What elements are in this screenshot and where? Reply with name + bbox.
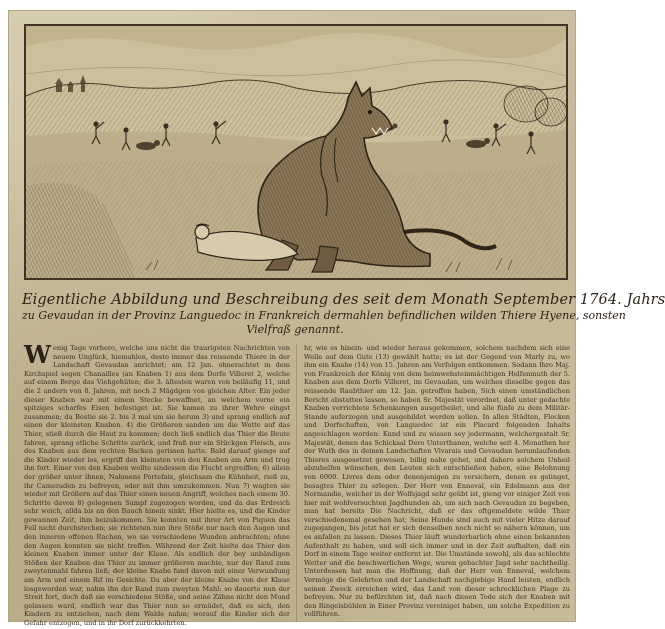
right-column-text: hr, wie es hinein- und wieder heraus gekommen, solchem nachdem sich eine Welle auf dem Gute (13) gewählt hatte; es ist der Gegend von Marly zu, wo ihm ein Knabe (14) von 15. Jahren am Verfolgen entkommen. Sodann Ihro Maj. von Frankreich der König von dem heimwehsteinmächtigen Helfenmuth der 5. Knaben aus dem Dorfe Villeret, im Gevaudan, um welches dieselbe gegen das reissende Raubthier am 12. Jan. getroffen haben, Sich einen umständlichen Bericht abstatten lassen, so haben Sr. Majestät verordnet, daß unter gedachte Knaben verrichtete Schenkungen ausgetheilet, und alle fünfe zu dem Militär-Stande auferzogen und ausgebildet werden sollen. In allen Städten, Flecken und Dorfschaften, von Languedoc ist ein Placard folgenden Inhalts angeschlagen worden: Kund und zu wissen sey jedermann, welchergestalt Sr. Majestät, denen das Schicksal Dero Unterthanen, welche seit 4. Monathen her der Wuth des in deinen Landschaften Vivarais und Gevaudan herumlaufenden Thieres ausgesetzet gewesen, billig nahe gehet, und dahero solchem Unheil abzuhelfen wünschen, den Leuten sich entschließen haben, eine Belohnung von 6000. Livres dem oder denenjenigen zu versichern, denen es gelinget, besagtes Thier zu erlegen. Der Herr von Enneval, ein Edelmann aus der Normandie, welcher in der Wolfsjagd sehr geübt ist, gieng vor einiger Zeit von hier mit wohlversuchten Jagdhunden ab, um sich nach Gevaudan zu begeben, man hat bereits Die Nachricht, daß er das oftgemeldete wilde Thier verschiedenemal gesehen hat; Seine Hunde sind auch mit vieler Hitze darauf zugegangen, bis jetzt hat er sich denselben noch nicht so nähern können, um es anfallen zu lassen. Dieses Thier läuft wunderbarlich ohne einen bekannten Aufenthalt zu haben, und soll sich immer und in der Zeit aufhalten, daß ein Dorf in einem Tage weiter entfernt ist. Die Umstände sowohl, als das schlechte Wetter und die beschwerlichen Wege, waren gebachter Jagd sehr nachtheilig. Unterdessen hat man die Hoffnung, daß der Herr von Enneval, welchem Vermöge die Gelehrten und der Landschaft nachgiebige Hand leisten, endlich seinen Zweck erreichen wird, das Land von dieser schrecklichen Plage zu befreyen. Nur zu befürchten ist, daß nach diesen Tode sich der Knaben mit den Ringelsbühlen in Einer Provinz vereiniget haben, um solche Expedition zu vollführen.: [304, 344, 570, 619]
broadsheet-page: [8, 10, 665, 627]
title-line-1: Eigentliche Abbildung und Beschreibung des seit dem Monath September 1764. Jahrs: [22, 292, 665, 308]
title-line-3: Vielfraß genannt.: [246, 323, 344, 336]
beast-engraving: [26, 26, 566, 278]
left-column-text: enig Tage vorhero, welche uns nicht die traurigsten Nachrichten von neuem Unglück, hiemahlen, desto immer das reissende Thiere in der Landschaft Gevaudan anrichtet; am 12 Jan. ohnerachtet in dem Kirchspiel sogen Chanailles (an Knaben 1) aus dem Dorfe Villeret 2, welche auf einem Berge das Viehgehüten; die 3. ältesten waren von beiläufig 11, und die 2 andern von 8. Jahren, mit noch 2 Mägdgen von gleichen Alter. Ein jeder dieser Knaben war mit einem Stecke bewaffnet, an welchem vorne ein spitziges scharfes Eisen befestiget ist. Sie kamen zu ihrer Wehre eingst zusammen; da Bestie sie 2. bis 3 mal um sie herum 3) und sprang endlich auf einen der kleinsten Knaben. 4) die Größeren sanden um die Wette auf das Thier, stieß durch die Haut zu kommen; doch ließ endlich das Thier die Beute fahren, sprang etliche Schritte zurück, und fraß nur ein Stückgen Fleisch, aus des Knaben aus dem rechten Backen gerissen hatte. Bald darauf gienge auf die Kinder wieder los, ergriff den kleinsten von den Knaben am Arm und trug ihn fort. Einer von den Knaben wollte sindessen die Flucht ergreiffen; 6) allein der größer unter ihnen, Nahmens Portefaix, gleichsam die Kühnheit, rieß zu, ihr Cameraden zu befreyen, oder mit ihm umzukommen. Nun 7) wagten sie wieder mit Größern auf das Thier einen neuen Angriff, welches nach einem 30. Schritte davon 8) gelegenen Sumpf zugezogen worden, und da das Erdreich sehr weich, allda bis an den Bauch hinein sinkt. Hier hielte es, und die Kinder gewannen Zeit, ihm beizukommen. Sie konnten mit ihrer Art von Piquen das Fell nicht durchstechen; sie richteten nun ihre Stöße nur nach den Augen und den inneren offenen Rachen, wo sie verschiedene Wunden anbrachten; ohne den Augen konnten sie nicht treffen. Während der Zeit hielte das Thier den kleinen Knaben immer unter der Klaue. Als endlich der bey unbändigen Stößen der Knaben das Thier zu immer größeren machte, nur der Rand zum zweytenmahl fahren ließ; der kleine Knabe fand davon mit einer Verwundung am Arm und einem Rif im Gesichte. Da aber der kleine Knabe von der Klaue losgeworden war, nahm ihn der Rand zum zweyten Mahl: so dauerte nun der Streit fort, doch daß sie verschiedene Stöße, und seine Zähne nicht den Mund gelassen ward, endlich war das Thier nun so ermüdet, daß es sich, den Kindern zu entziehen, nach dem Walde nahm; worauf die Kinder sich der Gefahr entzogen, und in ihr Dorf zurückkehrten.: [24, 344, 290, 627]
left-paragraph: [24, 340, 290, 628]
body-text-columns: [24, 340, 570, 627]
title-block: [22, 292, 665, 337]
title-line-2: zu Gevaudan in der Provinz Languedoc in Frankreich dermahlen befindlichen wilden Thiere Hyene, sonsten: [22, 309, 626, 322]
drop-cap: W: [24, 340, 51, 369]
engraving-illustration: [24, 24, 568, 280]
left-column: [24, 340, 290, 627]
right-column: [304, 344, 570, 622]
column-divider: [296, 344, 297, 622]
